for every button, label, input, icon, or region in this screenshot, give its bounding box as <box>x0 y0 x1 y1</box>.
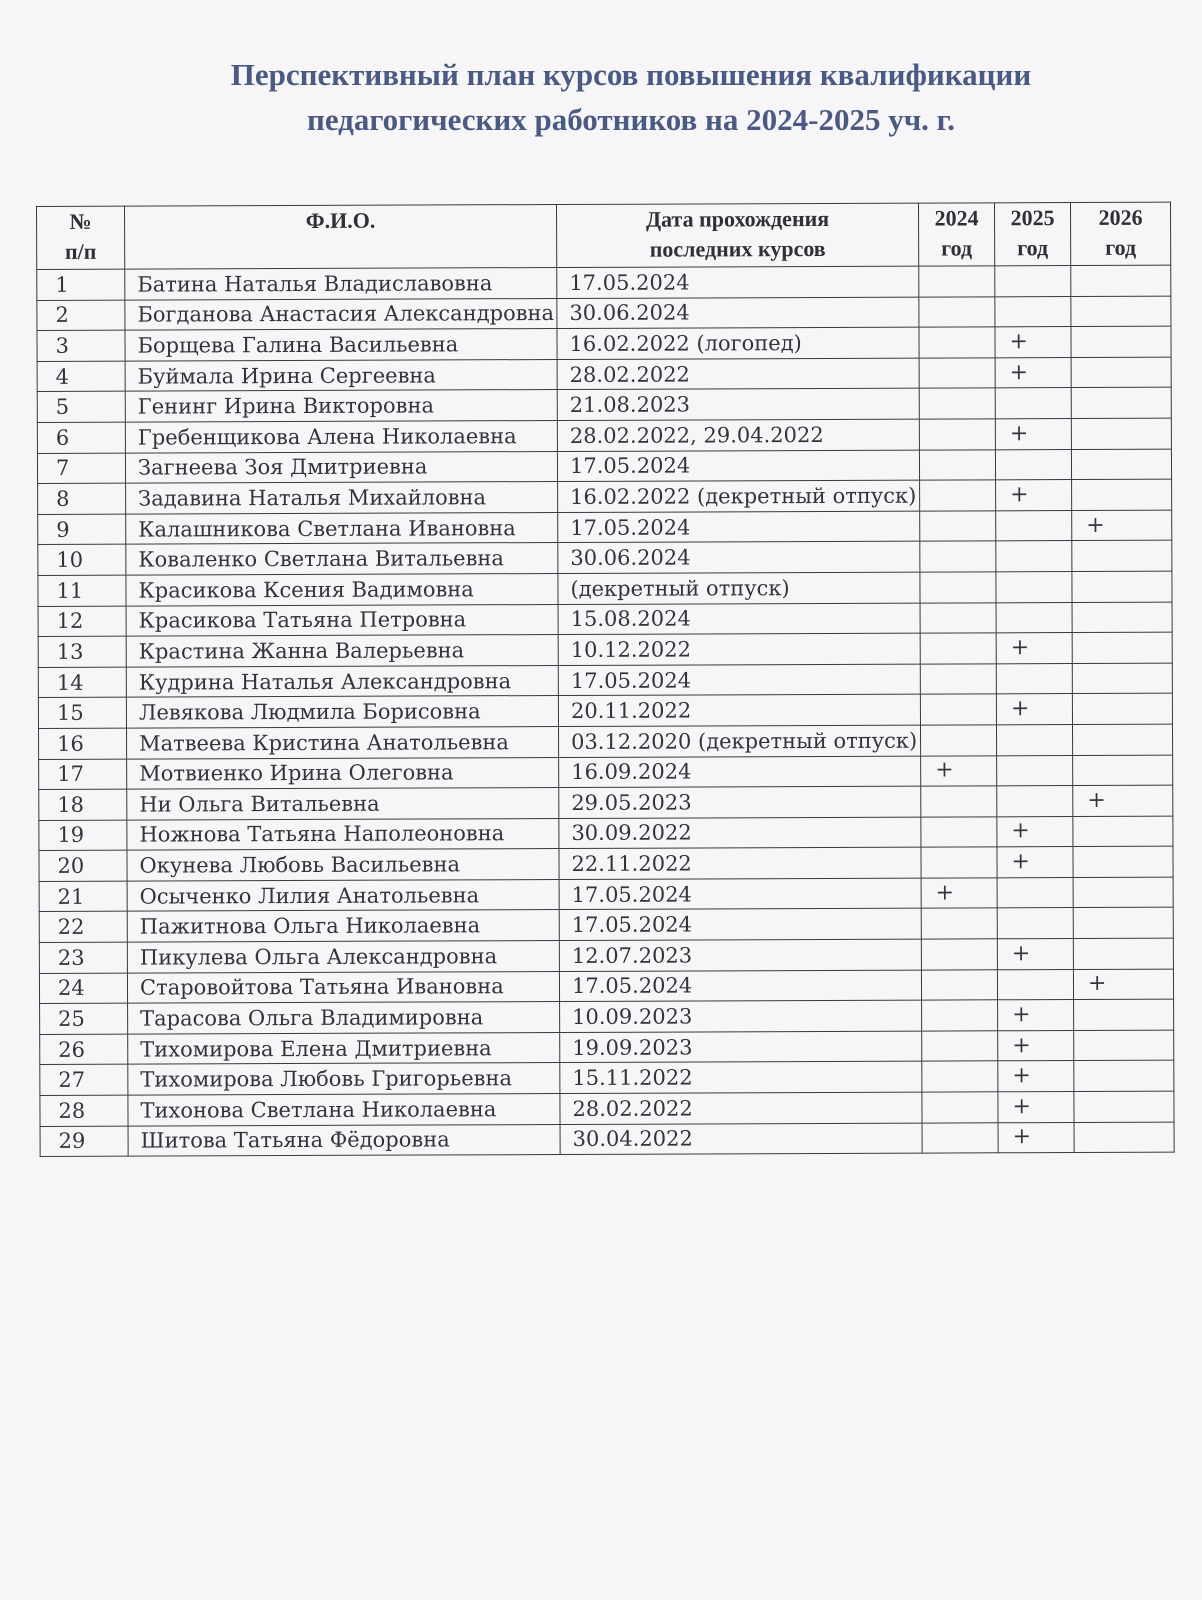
last-course-date: 17.05.2024 <box>557 450 919 482</box>
last-course-date: 20.11.2022 <box>558 694 920 726</box>
plan-2024-mark <box>921 847 997 878</box>
last-course-date: 17.05.2024 <box>559 970 921 1002</box>
plan-2024-mark <box>920 725 996 756</box>
plan-2026-mark <box>1071 357 1171 388</box>
last-course-date: 16.02.2022 (декретный отпуск) <box>558 480 920 512</box>
plan-2025-mark: + <box>998 1030 1074 1061</box>
table-row <box>39 938 1173 973</box>
plan-2026-mark <box>1073 877 1173 908</box>
table-row <box>40 1122 1174 1157</box>
plan-2025-mark <box>995 449 1071 480</box>
table-row <box>39 785 1173 820</box>
row-number: 20 <box>39 850 127 881</box>
last-course-date: 30.06.2024 <box>557 297 919 329</box>
teacher-name: Гребенщикова Алена Николаевна <box>125 420 557 452</box>
plan-2024-mark <box>922 1122 998 1153</box>
last-course-date: 29.05.2023 <box>559 786 921 818</box>
plan-2024-mark <box>921 939 997 970</box>
table-row <box>38 693 1172 728</box>
row-number: 25 <box>40 1003 128 1034</box>
plan-2024-mark <box>919 419 995 450</box>
plan-2025-mark: + <box>996 633 1072 664</box>
plan-2025-mark <box>997 877 1073 908</box>
table-row <box>39 755 1173 790</box>
last-course-date: 30.04.2022 <box>560 1123 922 1155</box>
plan-2026-mark <box>1074 1122 1174 1153</box>
plan-2025-mark: + <box>997 816 1073 847</box>
row-number: 10 <box>38 545 126 576</box>
plan-2026-mark: + <box>1073 785 1173 816</box>
plan-2024-mark <box>919 388 995 419</box>
table-row <box>38 602 1172 637</box>
plan-2025-mark <box>995 388 1071 419</box>
training-plan-table <box>36 202 1175 1158</box>
plan-2026-mark <box>1071 326 1171 357</box>
plan-2025-mark <box>995 296 1071 327</box>
plan-2024-mark <box>920 694 996 725</box>
plan-2024-mark: + <box>921 878 997 909</box>
last-course-date: 15.11.2022 <box>560 1062 922 1094</box>
row-number: 3 <box>37 330 125 361</box>
teacher-name: Тихомирова Любовь Григорьевна <box>128 1063 560 1095</box>
table-row <box>39 846 1173 881</box>
plan-2024-mark <box>919 266 995 297</box>
row-number: 9 <box>38 514 126 545</box>
last-course-date: 17.05.2024 <box>557 266 919 298</box>
plan-2026-mark <box>1073 938 1173 969</box>
plan-2024-mark <box>922 1061 998 1092</box>
last-course-date: 03.12.2020 (декретный отпуск) <box>559 725 921 757</box>
table-row <box>37 357 1171 392</box>
last-course-date: 17.05.2024 <box>559 878 921 910</box>
table-row <box>40 999 1174 1034</box>
plan-2025-mark <box>996 663 1072 694</box>
last-course-date: 10.12.2022 <box>558 633 920 665</box>
row-number: 16 <box>39 728 127 759</box>
plan-2024-mark <box>920 480 996 511</box>
last-course-date: 10.09.2023 <box>560 1000 922 1032</box>
teacher-name: Ножнова Татьяна Наполеоновна <box>127 818 559 850</box>
teacher-name: Крастина Жанна Валерьевна <box>126 635 558 667</box>
plan-2025-mark <box>996 571 1072 602</box>
column-header-2025: 2025 год <box>994 203 1070 266</box>
plan-2025-mark: + <box>998 1122 1074 1153</box>
plan-2025-mark <box>995 266 1071 297</box>
plan-2024-mark: + <box>921 755 997 786</box>
teacher-name: Тарасова Ольга Владимировна <box>128 1002 560 1034</box>
teacher-name: Тихонова Светлана Николаевна <box>128 1094 560 1126</box>
row-number: 5 <box>37 392 125 423</box>
table-row <box>37 449 1171 484</box>
plan-2026-mark <box>1073 908 1173 939</box>
table-row <box>38 510 1172 545</box>
row-number: 29 <box>40 1126 128 1157</box>
plan-2024-mark <box>919 296 995 327</box>
last-course-date: 30.06.2024 <box>558 541 920 573</box>
row-number: 23 <box>39 942 127 973</box>
table-row <box>38 571 1172 606</box>
row-number: 18 <box>39 789 127 820</box>
row-number: 17 <box>39 759 127 790</box>
teacher-name: Левякова Людмила Борисовна <box>126 696 558 728</box>
plan-2025-mark: + <box>998 1092 1074 1123</box>
plan-2026-mark <box>1071 265 1171 296</box>
teacher-name: Ни Ольга Витальевна <box>127 788 559 820</box>
plan-2025-mark: + <box>996 694 1072 725</box>
last-course-date: 30.09.2022 <box>559 817 921 849</box>
last-course-date: 17.05.2024 <box>558 664 920 696</box>
table-row <box>38 632 1172 667</box>
last-course-date: 21.08.2023 <box>557 388 919 420</box>
teacher-name: Шитова Татьяна Фёдоровна <box>128 1124 560 1156</box>
plan-2024-mark <box>920 664 996 695</box>
plan-2025-mark <box>997 908 1073 939</box>
teacher-name: Батина Наталья Владиславовна <box>125 268 557 300</box>
table-row <box>37 418 1171 453</box>
table-body <box>37 265 1174 1157</box>
plan-2025-mark <box>997 755 1073 786</box>
row-number: 28 <box>40 1095 128 1126</box>
plan-2025-mark <box>996 602 1072 633</box>
plan-2025-mark: + <box>998 1061 1074 1092</box>
last-course-date: 17.05.2024 <box>558 511 920 543</box>
teacher-name: Красикова Ксения Вадимовна <box>126 573 558 605</box>
table-row <box>39 816 1173 851</box>
plan-2025-mark: + <box>997 847 1073 878</box>
plan-2024-mark <box>921 817 997 848</box>
table-row <box>37 296 1171 331</box>
row-number: 6 <box>37 422 125 453</box>
table-row <box>37 326 1171 361</box>
row-number: 22 <box>39 912 127 943</box>
last-course-date: 19.09.2023 <box>560 1031 922 1063</box>
table-row <box>39 969 1173 1004</box>
teacher-name: Осыченко Лилия Анатольевна <box>127 879 559 911</box>
plan-2024-mark <box>921 908 997 939</box>
teacher-name: Матвеева Кристина Анатольевна <box>127 726 559 758</box>
teacher-name: Буймала Ирина Сергеевна <box>125 359 557 391</box>
table-row <box>40 1030 1174 1065</box>
last-course-date: 17.05.2024 <box>559 909 921 941</box>
plan-2024-mark <box>920 541 996 572</box>
plan-2026-mark <box>1071 388 1171 419</box>
teacher-name: Богданова Анастасия Александровна <box>125 298 557 330</box>
plan-2024-mark <box>919 327 995 358</box>
teacher-name: Пикулева Ольга Александровна <box>127 941 559 973</box>
plan-2026-mark <box>1071 418 1171 449</box>
plan-2025-mark: + <box>997 939 1073 970</box>
row-number: 11 <box>38 575 126 606</box>
plan-2024-mark <box>920 572 996 603</box>
plan-2024-mark <box>920 633 996 664</box>
last-course-date: 15.08.2024 <box>558 603 920 635</box>
teacher-name: Коваленко Светлана Витальевна <box>126 543 558 575</box>
row-number: 27 <box>40 1065 128 1096</box>
table-row <box>38 540 1172 575</box>
plan-2025-mark: + <box>998 1000 1074 1031</box>
last-course-date: 16.02.2022 (логопед) <box>557 327 919 359</box>
last-course-date: 12.07.2023 <box>559 939 921 971</box>
teacher-name: Калашникова Светлана Ивановна <box>126 512 558 544</box>
plan-2024-mark <box>922 1031 998 1062</box>
table-row <box>37 388 1171 423</box>
row-number: 1 <box>37 269 125 300</box>
plan-2026-mark <box>1072 724 1172 755</box>
teacher-name: Кудрина Наталья Александровна <box>126 665 558 697</box>
plan-2024-mark <box>920 511 996 542</box>
teacher-name: Окунева Любовь Васильевна <box>127 849 559 881</box>
teacher-name: Красикова Татьяна Петровна <box>126 604 558 636</box>
plan-2024-mark <box>921 786 997 817</box>
column-header-2024: 2024 год <box>918 203 994 266</box>
page-title <box>0 52 1202 142</box>
plan-2025-mark <box>997 786 1073 817</box>
plan-2026-mark <box>1073 846 1173 877</box>
table-row <box>39 908 1173 943</box>
plan-2024-mark <box>922 1092 998 1123</box>
plan-2024-mark <box>921 969 997 1000</box>
title-line-1: Перспективный план курсов повышения квалификации <box>230 57 1032 92</box>
table-row <box>38 663 1172 698</box>
row-number: 24 <box>39 973 127 1004</box>
teacher-name: Задавина Наталья Михайловна <box>126 482 558 514</box>
column-header-number: № п/п <box>37 206 125 269</box>
plan-2025-mark: + <box>995 418 1071 449</box>
plan-2025-mark <box>996 541 1072 572</box>
plan-2026-mark <box>1074 1030 1174 1061</box>
plan-2025-mark <box>996 724 1072 755</box>
plan-2024-mark <box>919 358 995 389</box>
teacher-name: Пажитнова Ольга Николаевна <box>127 910 559 942</box>
table-header-row <box>37 202 1171 269</box>
teacher-name: Старовойтова Татьяна Ивановна <box>127 971 559 1003</box>
training-plan-table-wrapper <box>36 202 1174 1158</box>
row-number: 15 <box>38 697 126 728</box>
table-row <box>40 1091 1174 1126</box>
plan-2026-mark <box>1072 571 1172 602</box>
row-number: 2 <box>37 300 125 331</box>
plan-2025-mark: + <box>995 327 1071 358</box>
plan-2026-mark <box>1074 999 1174 1030</box>
plan-2025-mark <box>997 969 1073 1000</box>
plan-2026-mark <box>1071 449 1171 480</box>
teacher-name: Генинг Ирина Викторовна <box>125 390 557 422</box>
row-number: 19 <box>39 820 127 851</box>
last-course-date: 22.11.2022 <box>559 847 921 879</box>
row-number: 13 <box>38 636 126 667</box>
plan-2025-mark: + <box>995 357 1071 388</box>
row-number: 26 <box>40 1034 128 1065</box>
table-row <box>40 1061 1174 1096</box>
plan-2026-mark <box>1072 540 1172 571</box>
plan-2026-mark <box>1072 602 1172 633</box>
row-number: 14 <box>38 667 126 698</box>
column-header-last-course-date: Дата прохождения последних курсов <box>556 203 918 267</box>
plan-2025-mark <box>996 510 1072 541</box>
plan-2024-mark <box>920 602 996 633</box>
last-course-date: 28.02.2022 <box>557 358 919 390</box>
row-number: 7 <box>37 453 125 484</box>
plan-2026-mark <box>1074 1091 1174 1122</box>
last-course-date: 16.09.2024 <box>559 756 921 788</box>
last-course-date: 28.02.2022, 29.04.2022 <box>557 419 919 451</box>
teacher-name: Загнеева Зоя Дмитриевна <box>125 451 557 483</box>
teacher-name: Мотвиенко Ирина Олеговна <box>127 757 559 789</box>
table-row <box>38 479 1172 514</box>
plan-2026-mark <box>1073 816 1173 847</box>
row-number: 4 <box>37 361 125 392</box>
table-row <box>39 724 1173 759</box>
last-course-date: (декретный отпуск) <box>558 572 920 604</box>
plan-2026-mark <box>1074 1061 1174 1092</box>
plan-2026-mark <box>1071 296 1171 327</box>
teacher-name: Тихомирова Елена Дмитриевна <box>128 1032 560 1064</box>
column-header-2026: 2026 год <box>1070 202 1170 265</box>
plan-2024-mark <box>922 1000 998 1031</box>
table-row <box>39 877 1173 912</box>
row-number: 21 <box>39 881 127 912</box>
row-number: 12 <box>38 606 126 637</box>
table-row <box>37 265 1171 300</box>
plan-2026-mark <box>1073 755 1173 786</box>
plan-2026-mark: + <box>1072 510 1172 541</box>
plan-2025-mark: + <box>996 480 1072 511</box>
teacher-name: Борщева Галина Васильевна <box>125 329 557 361</box>
plan-2026-mark <box>1072 693 1172 724</box>
plan-2026-mark <box>1072 663 1172 694</box>
row-number: 8 <box>38 483 126 514</box>
plan-2026-mark <box>1072 632 1172 663</box>
last-course-date: 28.02.2022 <box>560 1092 922 1124</box>
column-header-name: Ф.И.О. <box>125 205 557 270</box>
plan-2026-mark <box>1072 479 1172 510</box>
plan-2026-mark: + <box>1073 969 1173 1000</box>
plan-2024-mark <box>919 449 995 480</box>
title-line-2: педагогических работников на 2024-2025 уч. г. <box>306 102 956 137</box>
